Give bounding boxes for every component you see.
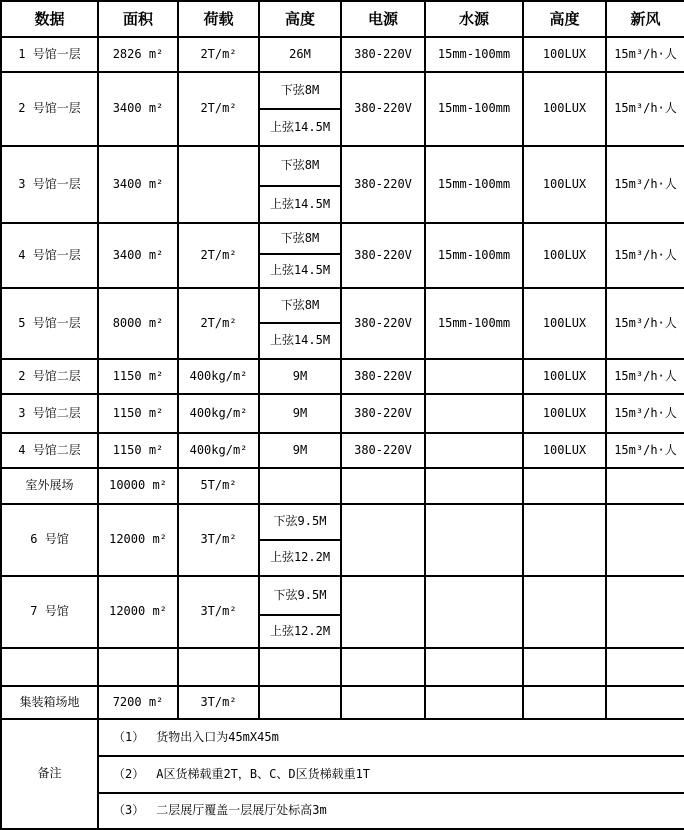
table-cell: 15m³/h·人 xyxy=(606,433,684,468)
header-cell-area: 面积 xyxy=(98,1,178,37)
table-cell: 15mm-100mm xyxy=(425,223,523,288)
table-cell xyxy=(425,576,523,648)
row-label-cell: 2 号馆二层 xyxy=(1,359,98,394)
row-label-cell: 集装箱场地 xyxy=(1,686,98,719)
table-cell: 15m³/h·人 xyxy=(606,288,684,359)
table-cell: 上弦14.5M xyxy=(259,186,341,223)
remark-note-cell xyxy=(98,793,684,829)
table-cell: 3T/m² xyxy=(178,576,259,648)
table-cell: 下弦9.5M xyxy=(259,504,341,540)
table-cell: 9M xyxy=(259,394,341,433)
row-label-cell: 6 号馆 xyxy=(1,504,98,576)
table-cell xyxy=(523,686,606,719)
table-cell: 上弦14.5M xyxy=(259,109,341,146)
table-row xyxy=(1,146,684,186)
table-cell xyxy=(341,576,425,648)
header-cell-height: 高度 xyxy=(259,1,341,37)
header-row xyxy=(1,1,684,37)
note-text: A区货梯载重2T，B、C、D区货梯载重1T xyxy=(156,766,371,781)
table-cell xyxy=(341,468,425,504)
table-row xyxy=(1,37,684,72)
table-cell: 1150 m² xyxy=(98,394,178,433)
table-cell: 3T/m² xyxy=(178,686,259,719)
table-cell: 100LUX xyxy=(523,72,606,146)
table-cell: 10000 m² xyxy=(98,468,178,504)
header-cell-power: 电源 xyxy=(341,1,425,37)
table-cell: 100LUX xyxy=(523,288,606,359)
note-text: 二层展厅覆盖一层展厅处标高3m xyxy=(156,803,327,818)
table-cell xyxy=(259,648,341,686)
header-cell-freshair: 新风 xyxy=(606,1,684,37)
table-cell: 2T/m² xyxy=(178,72,259,146)
table-cell: 15m³/h·人 xyxy=(606,223,684,288)
table-cell xyxy=(259,686,341,719)
row-label-cell: 4 号馆一层 xyxy=(1,223,98,288)
row-label-cell: 2 号馆一层 xyxy=(1,72,98,146)
table-cell: 15mm-100mm xyxy=(425,146,523,223)
remark-note-cell xyxy=(98,756,684,793)
header-cell-lux: 高度 xyxy=(523,1,606,37)
table-row xyxy=(1,504,684,540)
table-cell: 3T/m² xyxy=(178,504,259,576)
table-cell: 400kg/m² xyxy=(178,433,259,468)
table-cell: 26M xyxy=(259,37,341,72)
table-cell: 380-220V xyxy=(341,359,425,394)
table-cell xyxy=(341,504,425,576)
note-number: （1） xyxy=(113,729,145,744)
table-cell: 15mm-100mm xyxy=(425,37,523,72)
table-cell: 400kg/m² xyxy=(178,359,259,394)
table-cell: 2T/m² xyxy=(178,223,259,288)
table-cell: 15m³/h·人 xyxy=(606,146,684,223)
row-label-cell: 3 号馆一层 xyxy=(1,146,98,223)
table-cell xyxy=(425,648,523,686)
table-cell xyxy=(523,576,606,648)
table-cell: 380-220V xyxy=(341,433,425,468)
table-cell: 3400 m² xyxy=(98,223,178,288)
table-cell xyxy=(425,359,523,394)
table-cell xyxy=(98,648,178,686)
table-cell: 2T/m² xyxy=(178,288,259,359)
row-label-cell: 1 号馆一层 xyxy=(1,37,98,72)
table-cell xyxy=(425,686,523,719)
table-cell: 下弦9.5M xyxy=(259,576,341,615)
header-cell-load: 荷载 xyxy=(178,1,259,37)
table-row xyxy=(1,223,684,254)
table-cell xyxy=(606,686,684,719)
table-cell: 100LUX xyxy=(523,394,606,433)
table-row xyxy=(1,468,684,504)
table-cell: 100LUX xyxy=(523,37,606,72)
note-text: 货物出入口为45mX45m xyxy=(156,729,279,744)
table-cell xyxy=(341,686,425,719)
table-cell xyxy=(425,504,523,576)
table-cell xyxy=(178,146,259,223)
table-cell: 100LUX xyxy=(523,359,606,394)
table-cell: 1150 m² xyxy=(98,433,178,468)
row-label-cell: 4 号馆二层 xyxy=(1,433,98,468)
table-cell: 380-220V xyxy=(341,37,425,72)
table-cell: 380-220V xyxy=(341,288,425,359)
table-cell: 下弦8M xyxy=(259,223,341,254)
remark-note-cell xyxy=(98,719,684,756)
table-cell: 9M xyxy=(259,359,341,394)
table-cell: 9M xyxy=(259,433,341,468)
table-row xyxy=(1,72,684,109)
table-row xyxy=(1,686,684,719)
table-cell xyxy=(425,433,523,468)
table-cell: 3400 m² xyxy=(98,72,178,146)
row-label-cell: 3 号馆二层 xyxy=(1,394,98,433)
table-cell: 15m³/h·人 xyxy=(606,394,684,433)
table-cell: 100LUX xyxy=(523,433,606,468)
table-cell: 1150 m² xyxy=(98,359,178,394)
table-cell: 100LUX xyxy=(523,146,606,223)
remarks-row xyxy=(1,793,684,829)
table-row xyxy=(1,359,684,394)
table-cell: 380-220V xyxy=(341,72,425,146)
row-label-cell xyxy=(1,648,98,686)
table-row xyxy=(1,648,684,686)
table-cell: 下弦8M xyxy=(259,146,341,186)
table-cell xyxy=(425,394,523,433)
table-cell: 3400 m² xyxy=(98,146,178,223)
table-cell: 2T/m² xyxy=(178,37,259,72)
table-cell: 15m³/h·人 xyxy=(606,37,684,72)
table-cell xyxy=(606,576,684,648)
table-row xyxy=(1,433,684,468)
remarks-label-cell: 备注 xyxy=(1,719,98,829)
table-cell xyxy=(523,504,606,576)
table-cell xyxy=(523,468,606,504)
table-cell xyxy=(178,648,259,686)
table-cell: 380-220V xyxy=(341,223,425,288)
table-cell: 8000 m² xyxy=(98,288,178,359)
table-cell xyxy=(606,504,684,576)
table-cell: 下弦8M xyxy=(259,72,341,109)
table-cell: 15m³/h·人 xyxy=(606,359,684,394)
table-cell xyxy=(259,468,341,504)
table-cell: 12000 m² xyxy=(98,504,178,576)
table-cell: 15mm-100mm xyxy=(425,288,523,359)
table-row xyxy=(1,288,684,323)
table-cell: 15m³/h·人 xyxy=(606,72,684,146)
table-cell xyxy=(425,468,523,504)
table-cell: 上弦12.2M xyxy=(259,615,341,648)
table-cell: 下弦8M xyxy=(259,288,341,323)
row-label-cell: 室外展场 xyxy=(1,468,98,504)
note-number: （3） xyxy=(113,803,145,818)
table-cell xyxy=(606,468,684,504)
row-label-cell: 5 号馆一层 xyxy=(1,288,98,359)
table-cell: 上弦14.5M xyxy=(259,254,341,288)
table-cell: 380-220V xyxy=(341,394,425,433)
table-cell xyxy=(523,648,606,686)
table-cell: 5T/m² xyxy=(178,468,259,504)
header-cell-data: 数据 xyxy=(1,1,98,37)
table-row xyxy=(1,394,684,433)
table-cell xyxy=(606,648,684,686)
row-label-cell: 7 号馆 xyxy=(1,576,98,648)
remarks-row xyxy=(1,756,684,793)
remarks-row xyxy=(1,719,684,756)
table-cell: 15mm-100mm xyxy=(425,72,523,146)
table-cell: 100LUX xyxy=(523,223,606,288)
table-cell xyxy=(341,648,425,686)
table-cell: 上弦14.5M xyxy=(259,323,341,359)
table-cell: 2826 m² xyxy=(98,37,178,72)
table-cell: 380-220V xyxy=(341,146,425,223)
table-cell: 上弦12.2M xyxy=(259,540,341,576)
table-cell: 400kg/m² xyxy=(178,394,259,433)
header-cell-water: 水源 xyxy=(425,1,523,37)
table-row xyxy=(1,576,684,615)
table-cell: 7200 m² xyxy=(98,686,178,719)
note-number: （2） xyxy=(113,766,145,781)
table-cell: 12000 m² xyxy=(98,576,178,648)
